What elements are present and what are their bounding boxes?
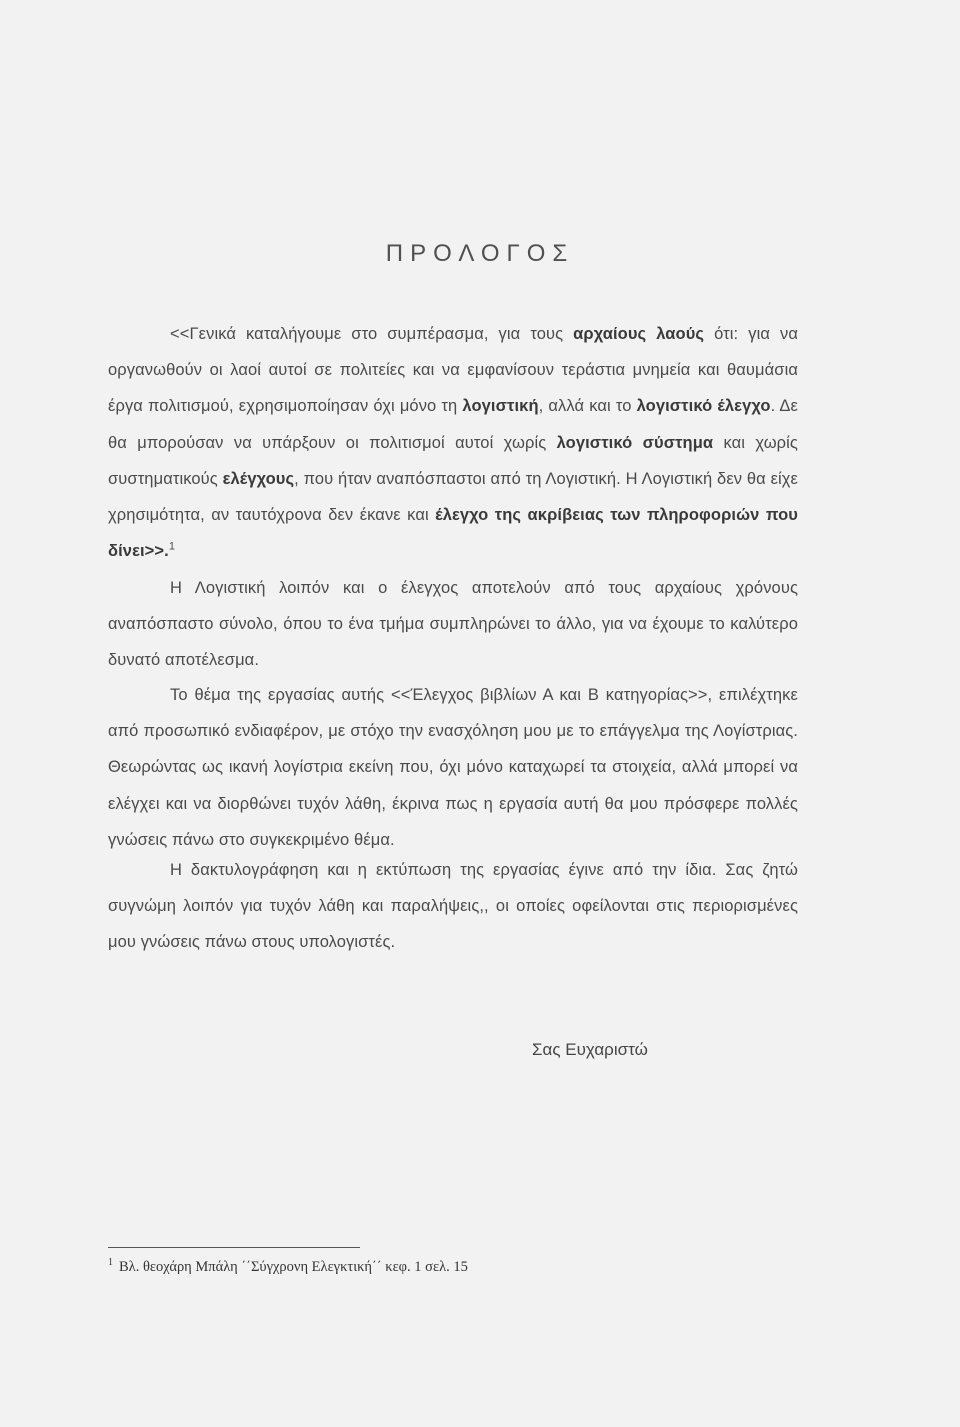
footnote-reference: 1 [168, 540, 176, 553]
paragraph-quote [108, 316, 798, 569]
bold-term: λογιστική [462, 397, 539, 416]
footnote [108, 1257, 468, 1276]
bold-term: λογιστικό σύστημα [556, 433, 714, 452]
text-segment: ότι: για να οργανωθούν οι λαοί αυτοί σε πολιτείες και να εμφανίσουν τεράστια μνημεία και θαυμάσια έργα πολιτισμού, εχρησιμοποίησαν όχι μόνο τη [108, 325, 798, 416]
paragraph-3: Το θέμα της εργασίας αυτής <<Έλεγχος βιβλίων Α και Β κατηγορίας>>, επιλέχτηκε από προσωπικό ενδιαφέρον, με στόχο την ενασχόληση μου με το επάγγελμα της Λογίστριας. Θεωρώντας ως ικανή λογίστρια εκείνη που, όχι μόνο καταχωρεί τα στοιχεία, αλλά μπορεί να ελέγχει και να διορθώνει τυχόν λάθη, έκρινα πως η εργασία αυτή θα μου πρόσφερε πολλές γνώσεις πάνω στο συγκεκριμένο θέμα. [108, 686, 798, 849]
text-segment: . Δε θα μπορούσαν να υπάρξουν οι πολιτισμοί αυτοί χωρίς [108, 397, 798, 452]
bold-term: λογιστικό έλεγχο [636, 397, 771, 416]
bold-term: αρχαίους λαούς [573, 325, 705, 343]
bold-term: ελέγχους [222, 469, 295, 488]
paragraph-2: Η Λογιστική λοιπόν και ο έλεγχος αποτελούν από τους αρχαίους χρόνους αναπόσπαστο σύνολο, όπου το ένα τμήμα συμπληρώνει το άλλο, για να έχουμε το καλύτερο δυνατό αποτέλεσμα. [108, 579, 798, 670]
text-segment: και χωρίς συστηματικούς [108, 433, 798, 488]
paragraph-4: Η δακτυλογράφηση και η εκτύπωση της εργασίας έγινε από την ίδια. Σας ζητώ συγνώμη λοιπόν για τυχόν λάθη και παραλήψεις,, οι οποίες οφείλονται στις περιορισμένες μου γνώσεις πάνω στους υπολογιστές. [108, 861, 798, 952]
text-segment: <<Γενικά καταλήγουμε στο συμπέρασμα, για τους [170, 325, 574, 343]
signoff: Σας Ευχαριστώ [532, 1040, 648, 1059]
footnote-divider [108, 1247, 360, 1248]
bold-term: έλεγχο της ακρίβειας των πληροφοριών που δίνει>>. [108, 506, 798, 561]
text-segment: , που ήταν αναπόσπαστοι από τη Λογιστική. Η Λογιστική δεν θα είχε χρησιμότητα, αν ταυτόχρονα δεν έκανε και [108, 469, 799, 525]
text-segment: , αλλά και το [538, 397, 637, 416]
page-title: ΠΡΟΛΟΓΟΣ [385, 240, 575, 267]
footnote-text: Βλ. θεοχάρη Μπάλη ΄΄Σύγχρονη Ελεγκτική΄΄ κεφ. 1 σελ. 15 [119, 1258, 468, 1275]
footnote-mark: 1 [108, 1257, 113, 1268]
